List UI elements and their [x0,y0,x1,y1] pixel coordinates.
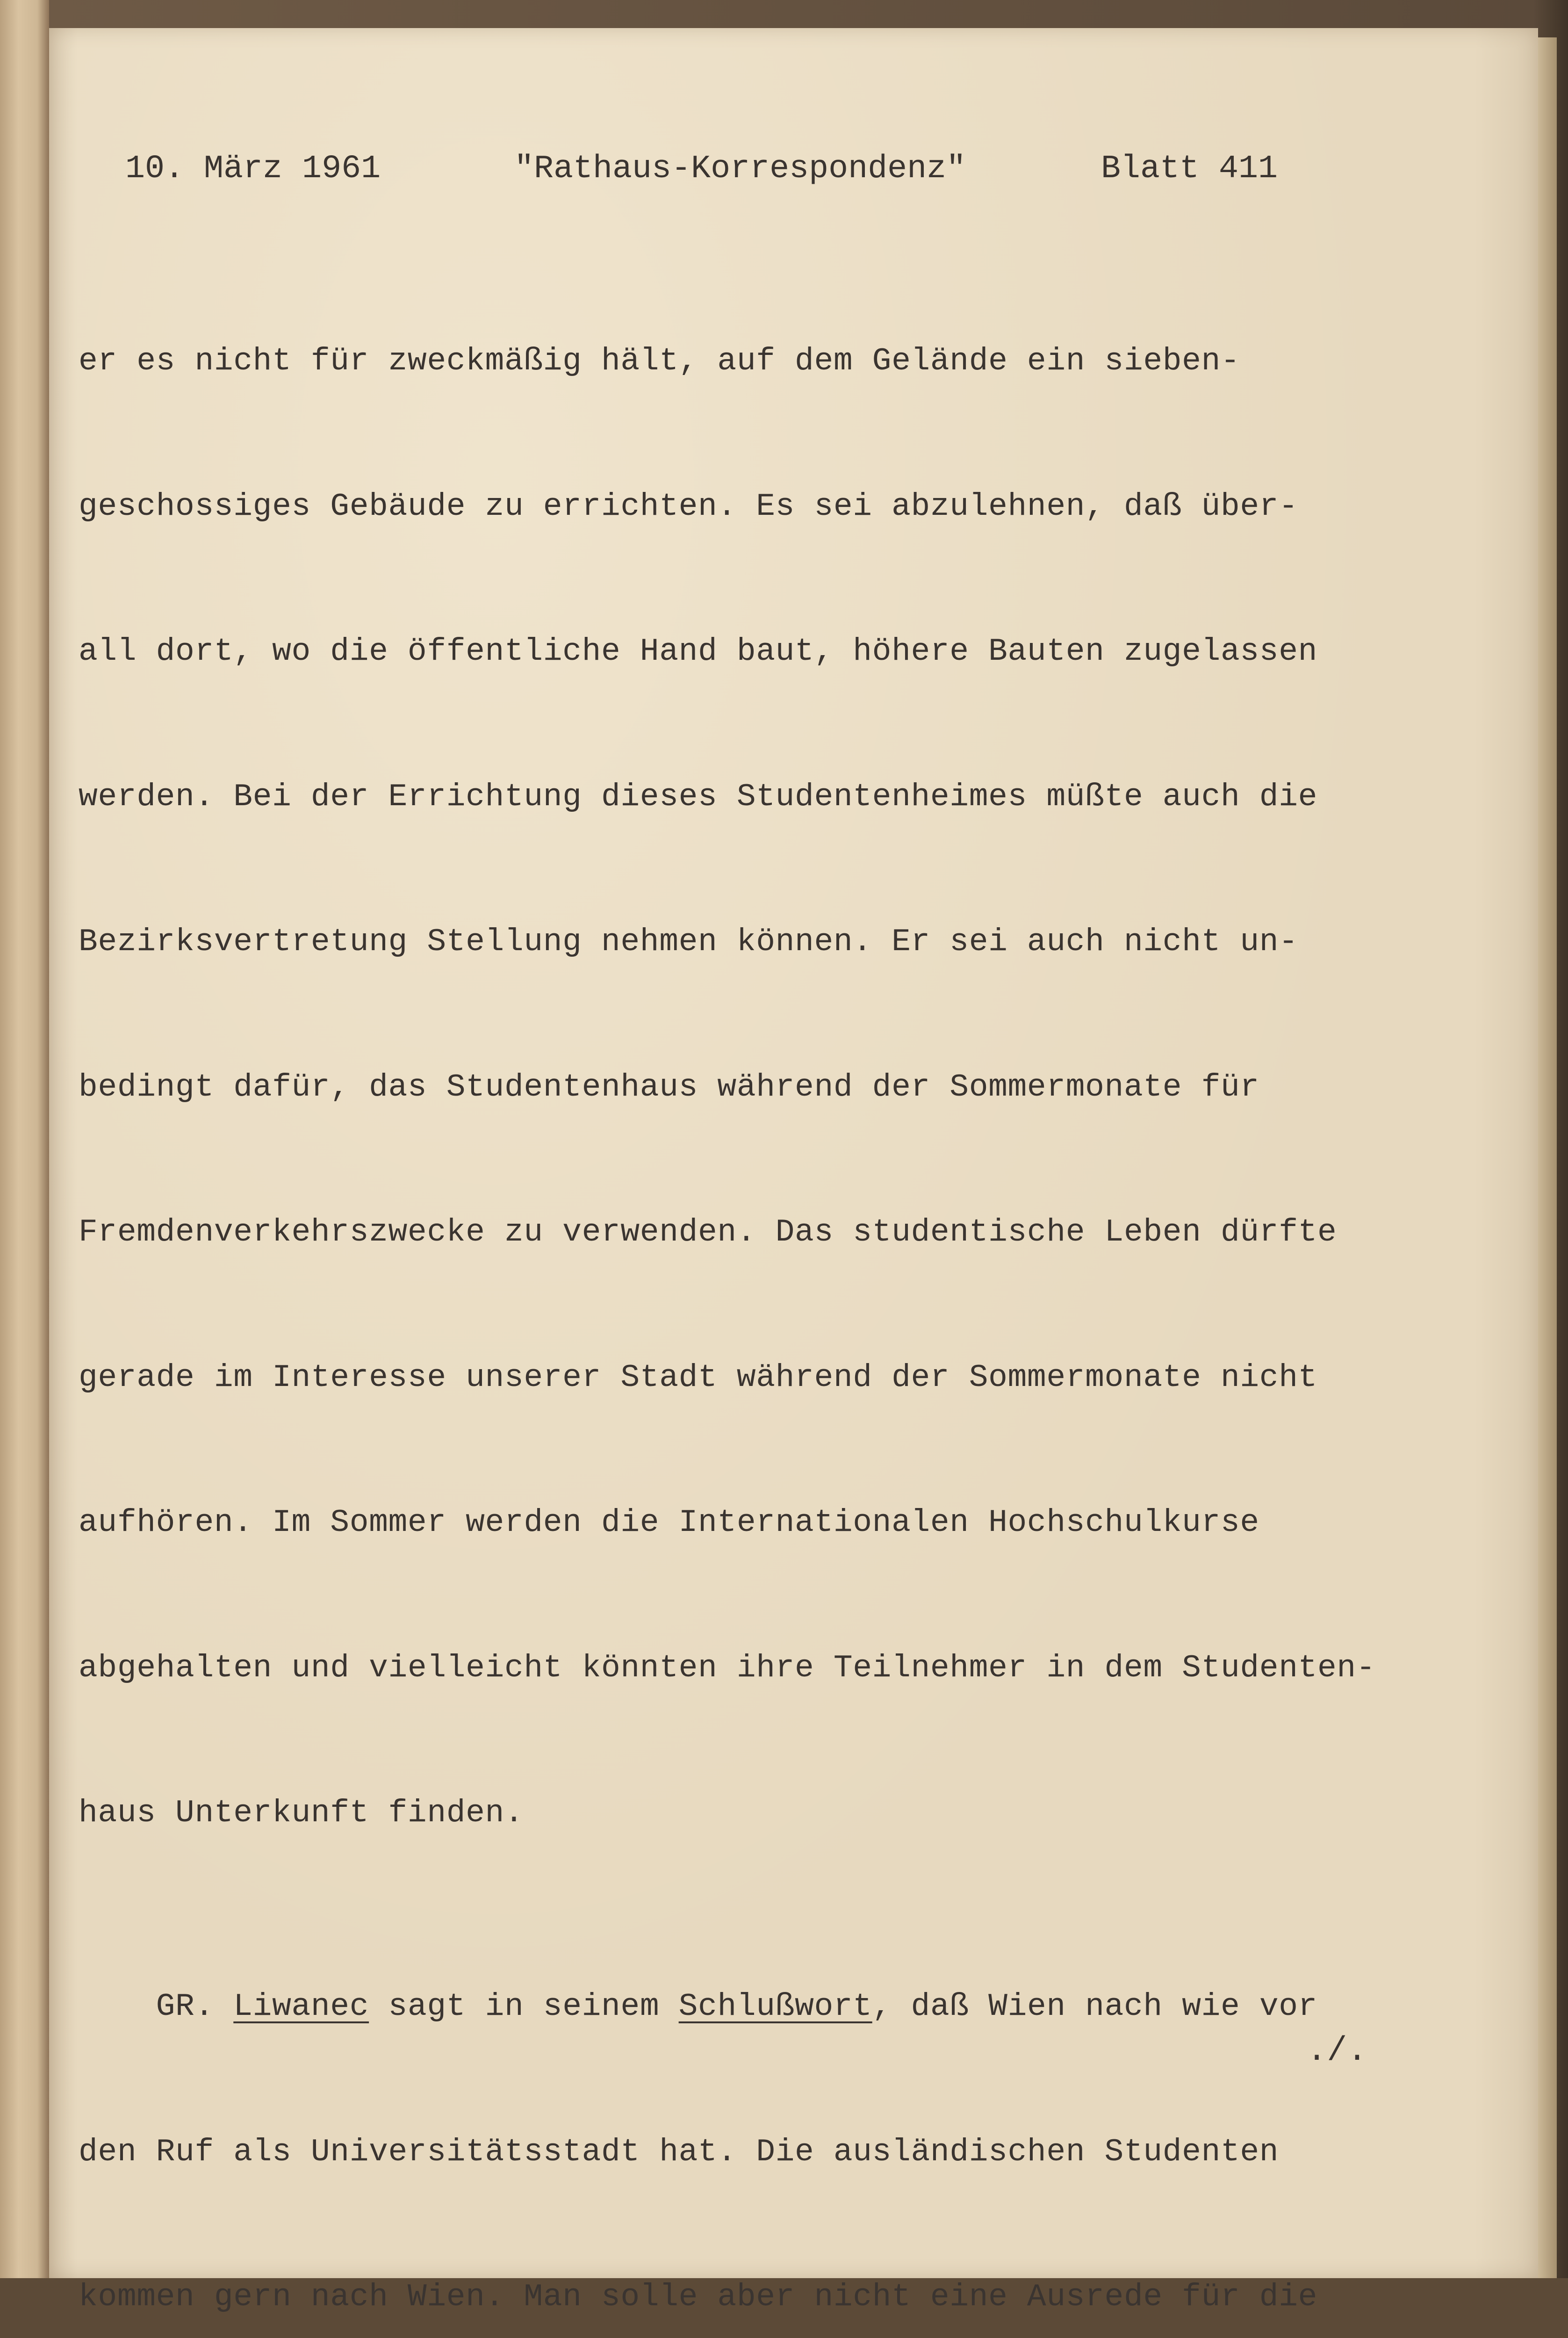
header-sheet-number: Blatt 411 [1101,151,1278,188]
text-line: kommen gern nach Wien. Man solle aber nicht eine Ausrede für die [79,2279,1318,2315]
text-line: haus Unterkunft finden. [79,1795,524,1831]
text-line: geschossiges Gebäude zu errichten. Es sei abzulehnen, daß über- [79,488,1298,525]
text-line: den Ruf als Universitätsstadt hat. Die ausländischen Studenten [79,2134,1279,2170]
text-line: er es nicht für zweckmäßig hält, auf dem Gelände ein sieben- [79,343,1240,379]
text-segment: sagt in seinem [369,1989,679,2025]
text-line: all dort, wo die öffentliche Hand baut, höhere Bauten zugelassen [79,634,1318,670]
text-line: Fremdenverkehrszwecke zu verwenden. Das studentische Leben dürfte [79,1214,1337,1250]
adjacent-page-edge [0,0,49,2278]
header-publication: "Rathaus-Korrespondenz" [514,151,966,188]
header-date: 10. März 1961 [125,151,381,188]
text-line: werden. Bei der Errichtung dieses Studentenheimes müßte auch die [79,779,1318,815]
term-schlusswort: Schlußwort [678,1989,872,2025]
stacked-pages-edge [1538,37,1557,2278]
text-segment: GR. [79,1989,234,2025]
text-line: Bezirksvertretung Stellung nehmen können. Er sei auch nicht un- [79,924,1298,960]
continuation-mark: ./. [1307,2032,1367,2070]
speaker-name-liwanec: Liwanec [233,1989,369,2025]
text-line [79,1983,1375,2031]
text-segment: , daß Wien nach wie vor [872,1989,1318,2025]
text-line: bedingt dafür, das Studentenhaus während der Sommermonate für [79,1069,1259,1105]
body-text [79,240,1375,2338]
text-line: abgehalten und vielleicht könnten ihre Teilnehmer in dem Studenten- [79,1650,1376,1686]
text-line: gerade im Interesse unserer Stadt während der Sommermonate nicht [79,1359,1318,1396]
text-line: aufhören. Im Sommer werden die Internationalen Hochschulkurse [79,1505,1259,1541]
